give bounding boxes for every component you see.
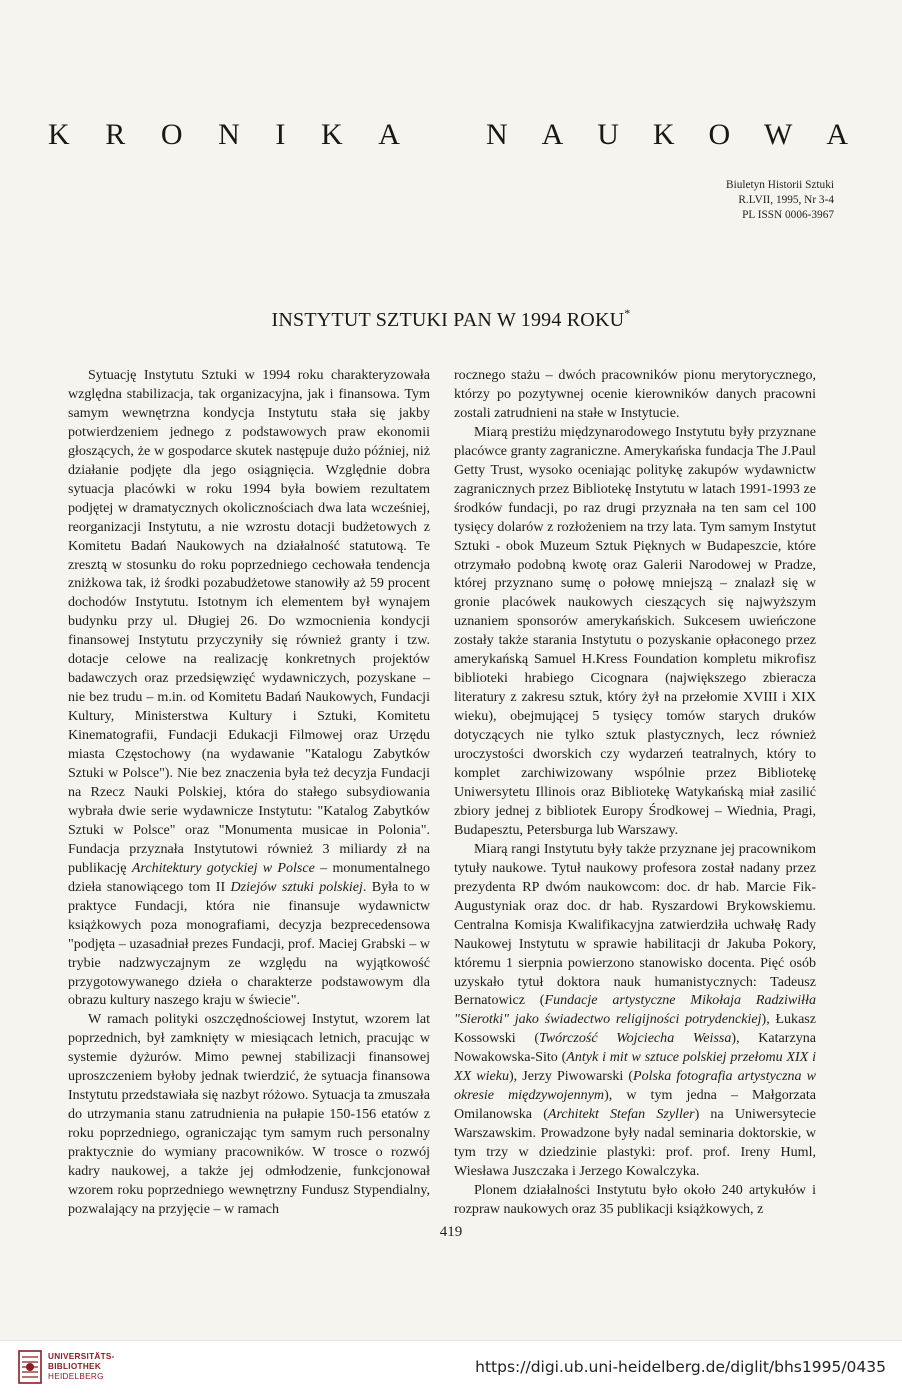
- sw2-letter-4: O: [708, 118, 731, 151]
- journal-name: Biuletyn Historii Sztuki: [726, 179, 834, 191]
- right-p2-italic-2: Twórczość Wojciecha Weissa: [539, 1030, 732, 1047]
- left-column: [68, 366, 430, 1219]
- right-paragraph-0: rocznego stażu – dwóch pracowników pionu merytorycznego, którzy po pozytywnej ocenie kierowników danych pracowni zostali zatrudnieni na stałe w Instytucie.: [454, 367, 816, 421]
- left-p1-italic-2: Dziejów sztuki polskiej: [230, 878, 363, 895]
- sw2-letter-1: A: [541, 118, 564, 151]
- right-p2-italic-3: Antyk i mit w sztuce polskiej przełomu XIX i XX wieku: [454, 1049, 816, 1085]
- left-p1-italic-1: Architektury gotyckiej w Polsce: [131, 859, 315, 876]
- right-p2-italic-4: Polska fotografia artystyczna w okresie międzywojennym: [454, 1068, 817, 1104]
- article-title: [0, 306, 902, 332]
- right-p2-italic-5: Architekt Stefan Szyller: [547, 1106, 695, 1123]
- right-p2-italic-1: Fundacje artystyczne Mikołaja Radziwiłła "Sierotki" jako świadectwo religijności potrydenckiej: [454, 992, 816, 1028]
- right-paragraph-1: Miarą prestiżu międzynarodowego Instytutu były przyznane placówce granty zagraniczne. Amerykańska fundacja The J.Paul Getty Trust, wysoko oceniając politykę zakupów wydawnictw zagranicznych przez Bibliotekę Instytutu w latach 1991-1993 ze środków fundacji, po raz drugi przyznała na ten sam cel 100 tysięcy dolarów z rozłożeniem na trzy lata. Tym samym Instytut Sztuki - obok Muzeum Sztuk Pięknych w Budapeszcie, które otrzymało podobną kwotę oraz Galerii Narodowej w Pradze, której przyznano sumę o połowę mniejszą – znalazł się w gronie placówek naukowych cieszących się najwyższym uznaniem sponsorów amerykańskich. Sukcesem uwieńczone zostały także starania Instytutu o pozyskanie opłaconego przez amerykańską Samuel H.Kress Foundation kompletu mikrofisz biblioteki hrabiego Cicognara (największego zbieracza literatury z zakresu sztuk, który żył na przełomie XVIII i XIX wieku), obejmującej 5 tysięcy tomów starych druków dotyczących nie tylko sztuk plastycznych, lecz również uroczystości dworskich czy wydarzeń teatralnych, który to komplet zarchiwizowany wspólnie przez Bibliotekę Uniwersytetu Illinois oraz Bibliotekę Watykańską miał zasilić zbiory jednej z bibliotek Europy Środkowej – Wiednia, Pragi, Budapesztu, Petersburga lub Warszawy.: [454, 423, 816, 838]
- right-p2-d: ), Jerzy Piwowarski (: [509, 1068, 634, 1085]
- sw1-letter-1: R: [105, 118, 126, 151]
- section-title: [48, 118, 848, 152]
- left-p1-text: Sytuację Instytutu Sztuki w 1994 roku charakteryzowała względna stabilizacja, tak organizacyjna, jak i finansowa. Tym samym wewnętrzna kondycja Instytutu stała się jakby potwierdzeniem jednego z podstawowych praw ekonomii głoszących, że w gospodarce skutek następuje dużo później, niż działanie podjęte dla jego osiągnięcia. Względnie dobra sytuacja placówki w roku 1994 była bowiem rezultatem podjętej w dramatycznych okolicznościach dwa lata wcześniej, reorganizacji Instytutu, a nie wzrostu dotacji budżetowych z Komitetu Badań Naukowych na działalność statutową. Te zresztą w stosunku do roku poprzedniego cechowała tendencja zniżkowa tak, iż środki pozabudżetowe stanowiły aż 59 procent dochodów Instytutu. Istotnym ich elementem był wynajem budynku przy ul. Długiej 26. Do wzmocnienia kondycji finansowej Instytutu przyczyniły się również granty i tzw. dotacje celowe na realizację konkretnych projektów badawczych oraz przedsięwzięć wydawniczych, pozyskane – nie bez trudu – m.in. od Komitetu Badań Naukowych, Fundacji Kultury, Ministerstwa Kultury i Sztuki, Komitetu Kinematografii, Fundacji Edukacji Filmowej oraz Urzędu miasta Częstochowy (na wydawanie "Katalogu Zabytków Sztuki w Polsce"). Nie bez znaczenia była też decyzja Fundacji na Rzecz Nauki Polskiej, która do stałego subsydiowania wybrała dwie serie wydawnicze Instytutu: "Katalog Zabytków Sztuki w Polsce" oraz "Monumenta musicae in Polonia". Fundacja przyznała Instytutowi również 3 miliardy zł na publikację: [68, 367, 430, 876]
- sw2-letter-6: A: [826, 118, 848, 151]
- right-p2-a: Miarą rangi Instytutu były także przyznane jej pracownikom tytuły naukowe. Tytuł naukowy profesora został nadany przez prezydenta RP dwóm naukowcom: doc. dr hab. Marcie Fik-Augustyniak oraz doc. dr hab. Ryszardowi Brykowskiemu. Centralna Komisja Kwalifikacyjna zatwierdziła uchwałę Rady Naukowej Instytutu w sprawie habilitacji dr Jakuba Pokory, któremu 1 sierpnia powierzono stanowisko docenta. Pięć osób uzyskało tytuł doktora nauk humanistycznych: Tadeusz Bernatowicz (: [454, 840, 816, 1009]
- right-p2-b: ), Łukasz Kossowski (: [454, 1011, 817, 1047]
- logo-line-3: HEIDELBERG: [48, 1372, 104, 1381]
- right-column: [454, 366, 816, 1219]
- library-seal-icon: [18, 1349, 42, 1385]
- page-number: 419: [439, 1224, 463, 1240]
- journal-issn: PL ISSN 0006-3967: [742, 209, 834, 221]
- left-p1-end: . Była to w praktyce Fundacji, która nie finansuje wydawnictw książkowych poza monografiami, decyzja bezprecedensowa "podjęta – uzasadniał prezes Fundacji, prof. Maciej Grabski – w trybie nadzwyczajnym ze względu na wyjątkowość przygotowywanego dzieła o charakterze podstawowym dla obrazu kultury naszego kraju w świecie".: [68, 878, 430, 1009]
- library-logo-text: [48, 1352, 115, 1382]
- viewer-footer: [0, 1340, 902, 1396]
- section-title-word-2: [486, 118, 848, 152]
- sw1-letter-0: K: [48, 118, 70, 151]
- page-url[interactable]: https://digi.ub.uni-heidelberg.de/diglit/bhs1995/0435: [475, 1358, 886, 1376]
- journal-meta: [726, 178, 834, 223]
- sw2-letter-5: W: [764, 118, 793, 151]
- left-paragraph-2: W ramach polityki oszczędnościowej Instytut, wzorem lat poprzednich, był zamknięty w miesiącach letnich, pracując w systemie dyżurów. Mimo pewnej stabilizacji finansowej uproszczeniem byłoby jednak twierdzić, że sytuacja finansowa Instytutu przedstawiała się nazbyt różowo. Sytuacja ta zmuszała do utrzymania stanu zatrudnienia na pułapie 150-156 etatów z roku poprzedniego, ograniczając tym samym ruch personalny praktycznie do wymiany pracowników. W trosce o rozwój kadry naukowej, a także jej odmłodzenie, funkcjonował wzorem roku poprzedniego wewnętrzny Fundusz Stypendialny, pozwalający na przyjęcie – w ramach: [68, 1011, 430, 1217]
- right-p2-e: ), w tym jedna – Małgorzata Omilanowska (: [454, 1087, 816, 1123]
- journal-volume: R.LVII, 1995, Nr 3-4: [738, 194, 834, 206]
- right-p2-c: ), Katarzyna Nowakowska-Sito (: [454, 1030, 816, 1066]
- library-logo[interactable]: [18, 1349, 115, 1385]
- section-title-word-1: [48, 118, 400, 152]
- sw1-letter-6: A: [378, 118, 400, 151]
- right-p2-f: ) na Uniwersytecie Warszawskim. Prowadzone były nadal seminaria doktorskie, w tym trzy w dziedzinie plastyki: prof. prof. Ireny Huml, Wiesława Juszczaka i Jerzego Kowalczyka.: [454, 1106, 816, 1180]
- sw1-letter-5: K: [321, 118, 343, 151]
- left-paragraph-1: [68, 366, 430, 1010]
- article-title-footnote-mark: *: [624, 306, 631, 320]
- left-p1-mid: – monumentalnego dzieła stanowiącego tom II: [68, 859, 430, 895]
- logo-line-1: UNIVERSITÄTS-: [48, 1352, 115, 1361]
- sw2-letter-2: U: [597, 118, 619, 151]
- sw2-letter-3: K: [652, 118, 675, 151]
- sw1-letter-3: N: [218, 118, 240, 151]
- article-title-text: INSTYTUT SZTUKI PAN W 1994 ROKU: [271, 309, 625, 331]
- sw1-letter-2: O: [160, 118, 183, 151]
- sw1-letter-4: I: [275, 118, 286, 151]
- right-paragraph-3: Plonem działalności Instytutu było około 240 artykułów i rozpraw naukowych oraz 35 publikacji książkowych, z: [454, 1181, 816, 1217]
- logo-line-2: BIBLIOTHEK: [48, 1362, 102, 1371]
- sw2-letter-0: N: [486, 118, 508, 151]
- right-paragraph-2: [454, 840, 816, 1181]
